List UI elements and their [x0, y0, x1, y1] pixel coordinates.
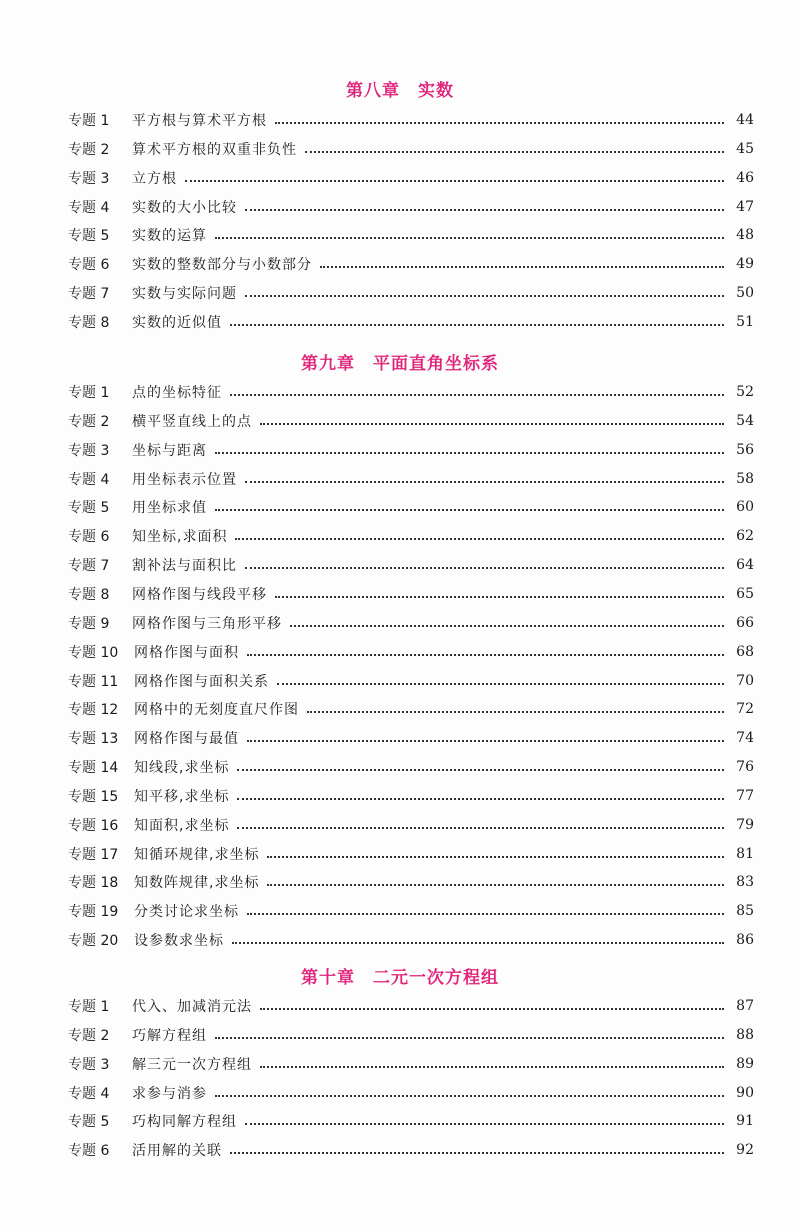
dot-leader [215, 1037, 724, 1039]
toc-entry[interactable] [68, 1080, 754, 1106]
topic-number: 专题 4 [68, 199, 110, 216]
page-number: 87 [736, 998, 754, 1014]
toc-entry[interactable] [68, 581, 754, 607]
toc-entry[interactable] [68, 136, 754, 162]
toc-entry[interactable] [68, 869, 754, 895]
topic-number: 专题 2 [68, 413, 110, 430]
topic-title: 割补法与面积比 [132, 558, 237, 575]
toc-entry[interactable] [68, 1051, 754, 1077]
topic-title: 知线段,求坐标 [134, 760, 230, 777]
page-number: 68 [736, 643, 754, 660]
topic-title: 网格作图与面积关系 [134, 673, 269, 690]
toc-entry[interactable] [68, 1137, 754, 1163]
topic-number: 专题 17 [68, 846, 119, 863]
topic-title: 活用解的关联 [132, 1143, 222, 1160]
toc-entry[interactable] [68, 993, 754, 1019]
dot-leader [237, 769, 724, 771]
dot-leader [230, 1152, 724, 1154]
topic-title: 代入、加减消元法 [132, 999, 252, 1015]
toc-entry[interactable] [68, 639, 754, 665]
toc-entry[interactable] [68, 610, 754, 636]
dot-leader [245, 295, 724, 297]
toc-entry[interactable] [68, 408, 754, 434]
dot-leader [260, 423, 724, 425]
toc-entry[interactable] [68, 754, 754, 780]
dot-leader [260, 1066, 724, 1068]
toc-entry[interactable] [68, 107, 754, 133]
toc-entry[interactable] [68, 1108, 754, 1134]
toc-entry[interactable] [68, 194, 754, 220]
page-number: 62 [736, 528, 754, 545]
page-number: 51 [736, 313, 754, 330]
topic-title: 实数的近似值 [132, 314, 222, 331]
toc-entry[interactable] [68, 165, 754, 191]
topic-number: 专题 13 [68, 731, 119, 748]
dot-leader [232, 942, 724, 944]
dot-leader [307, 711, 724, 713]
toc-entry[interactable] [68, 812, 754, 838]
topic-title: 设参数求坐标 [134, 933, 224, 950]
toc-entry[interactable] [68, 1022, 754, 1048]
topic-title: 坐标与距离 [132, 442, 207, 459]
page-number: 49 [736, 256, 754, 273]
dot-leader [185, 180, 724, 182]
page-number: 54 [736, 412, 754, 429]
page-number: 48 [736, 227, 754, 244]
dot-leader [237, 798, 724, 800]
toc-entry[interactable] [68, 696, 754, 722]
topic-number: 专题 1 [68, 999, 110, 1015]
page-number: 56 [736, 441, 754, 458]
dot-leader [267, 856, 724, 858]
dot-leader [247, 740, 724, 742]
page-number: 44 [736, 112, 754, 128]
topic-number: 专题 2 [68, 141, 110, 158]
topic-title: 立方根 [132, 170, 177, 187]
topic-number: 专题 5 [68, 500, 110, 517]
dot-leader [290, 625, 724, 627]
topic-number: 专题 20 [68, 933, 119, 950]
dot-leader [237, 827, 724, 829]
dot-leader [260, 1008, 724, 1010]
topic-number: 专题 10 [68, 644, 119, 661]
page-number: 91 [736, 1113, 754, 1130]
dot-leader [320, 266, 724, 268]
topic-number: 专题 7 [68, 286, 110, 303]
topic-number: 专题 15 [68, 788, 119, 805]
topic-title: 网格作图与三角形平移 [132, 615, 282, 632]
topic-number: 专题 3 [68, 442, 110, 459]
page-number: 79 [736, 816, 754, 833]
topic-title: 横平竖直线上的点 [132, 413, 252, 430]
dot-leader [277, 683, 724, 685]
page-number: 66 [736, 614, 754, 631]
topic-title: 网格作图与线段平移 [132, 586, 267, 603]
topic-title: 实数的运算 [132, 228, 207, 245]
topic-title: 巧解方程组 [132, 1027, 207, 1044]
dot-leader [230, 394, 724, 396]
topic-title: 分类讨论求坐标 [134, 904, 239, 921]
topic-number: 专题 8 [68, 314, 110, 331]
chapter-title: 第八章 实数 [346, 81, 454, 101]
topic-number: 专题 3 [68, 1056, 110, 1073]
dot-leader [267, 884, 724, 886]
page-number: 52 [736, 384, 754, 400]
topic-number: 专题 14 [68, 760, 119, 777]
topic-number: 专题 8 [68, 586, 110, 603]
toc-entry[interactable] [68, 437, 754, 463]
page-number: 77 [736, 787, 754, 804]
topic-number: 专题 1 [68, 113, 110, 129]
topic-title: 用坐标表示位置 [132, 471, 237, 488]
topic-number: 专题 9 [68, 615, 110, 632]
toc-entry[interactable] [68, 523, 754, 549]
topic-number: 专题 7 [68, 558, 110, 575]
topic-title: 点的坐标特征 [132, 385, 222, 401]
page-number: 76 [736, 759, 754, 776]
toc-entry[interactable] [68, 783, 754, 809]
page-number: 70 [736, 672, 754, 689]
page-number: 46 [736, 169, 754, 186]
toc-entry[interactable] [68, 280, 754, 306]
dot-leader [235, 538, 724, 540]
page-number: 81 [736, 845, 754, 862]
topic-title: 实数的大小比较 [132, 199, 237, 216]
page-number: 85 [736, 903, 754, 920]
topic-title: 网格中的无刻度直尺作图 [134, 702, 299, 719]
page-number: 47 [736, 198, 754, 215]
topic-title: 求参与消参 [132, 1085, 207, 1102]
topic-title: 实数的整数部分与小数部分 [132, 257, 312, 274]
toc-entry[interactable] [68, 927, 754, 953]
dot-leader [245, 1123, 724, 1125]
topic-number: 专题 4 [68, 1085, 110, 1102]
page-number: 50 [736, 285, 754, 302]
dot-leader [245, 567, 724, 569]
topic-number: 专题 5 [68, 228, 110, 245]
page-number: 83 [736, 874, 754, 891]
topic-number: 专题 3 [68, 170, 110, 187]
toc-entry[interactable] [68, 898, 754, 924]
topic-title: 知面积,求坐标 [134, 817, 230, 834]
topic-title: 知平移,求坐标 [134, 788, 230, 805]
dot-leader [305, 151, 724, 153]
topic-number: 专题 4 [68, 471, 110, 488]
toc-entry[interactable] [68, 309, 754, 335]
topic-title: 网格作图与最值 [134, 731, 239, 748]
dot-leader [215, 1095, 724, 1097]
page-number: 74 [736, 730, 754, 747]
toc-entry[interactable] [68, 466, 754, 492]
topic-number: 专题 16 [68, 817, 119, 834]
topic-title: 网格作图与面积 [134, 644, 239, 661]
dot-leader [275, 596, 724, 598]
dot-leader [245, 209, 724, 211]
topic-title: 用坐标求值 [132, 500, 207, 517]
topic-number: 专题 18 [68, 875, 119, 892]
toc-entry[interactable] [68, 379, 754, 405]
topic-number: 专题 11 [68, 673, 119, 690]
dot-leader [275, 122, 724, 124]
page-number: 92 [736, 1142, 754, 1159]
topic-title: 实数与实际问题 [132, 286, 237, 303]
topic-title: 知坐标,求面积 [132, 529, 228, 546]
dot-leader [215, 452, 724, 454]
dot-leader [247, 654, 724, 656]
page-number: 45 [736, 140, 754, 157]
toc-entry[interactable] [68, 668, 754, 694]
dot-leader [230, 324, 724, 326]
toc-entry[interactable] [68, 725, 754, 751]
toc-entry[interactable] [68, 552, 754, 578]
toc-entry[interactable] [68, 251, 754, 277]
page-number: 86 [736, 932, 754, 949]
topic-title: 巧构同解方程组 [132, 1114, 237, 1131]
topic-number: 专题 6 [68, 529, 110, 546]
topic-title: 平方根与算术平方根 [132, 113, 267, 129]
topic-title: 算术平方根的双重非负性 [132, 141, 297, 158]
page-number: 88 [736, 1026, 754, 1043]
topic-number: 专题 12 [68, 702, 119, 719]
dot-leader [215, 509, 724, 511]
topic-title: 知循环规律,求坐标 [134, 846, 260, 863]
chapter-title: 第十章 二元一次方程组 [301, 968, 499, 988]
page-number: 65 [736, 585, 754, 602]
toc-entry[interactable] [68, 222, 754, 248]
topic-title: 知数阵规律,求坐标 [134, 875, 260, 892]
page-number: 58 [736, 470, 754, 487]
toc-entry[interactable] [68, 494, 754, 520]
topic-number: 专题 1 [68, 385, 110, 401]
dot-leader [245, 481, 724, 483]
page-number: 64 [736, 557, 754, 574]
dot-leader [247, 913, 724, 915]
topic-number: 专题 6 [68, 1143, 110, 1160]
topic-number: 专题 19 [68, 904, 119, 921]
topic-title: 解三元一次方程组 [132, 1056, 252, 1073]
page-number: 72 [736, 701, 754, 718]
page-number: 60 [736, 499, 754, 516]
topic-number: 专题 5 [68, 1114, 110, 1131]
page-number: 90 [736, 1084, 754, 1101]
chapter-title: 第九章 平面直角坐标系 [301, 354, 499, 374]
dot-leader [215, 237, 724, 239]
toc-entry[interactable] [68, 841, 754, 867]
topic-number: 专题 2 [68, 1027, 110, 1044]
topic-number: 专题 6 [68, 257, 110, 274]
page-number: 89 [736, 1055, 754, 1072]
